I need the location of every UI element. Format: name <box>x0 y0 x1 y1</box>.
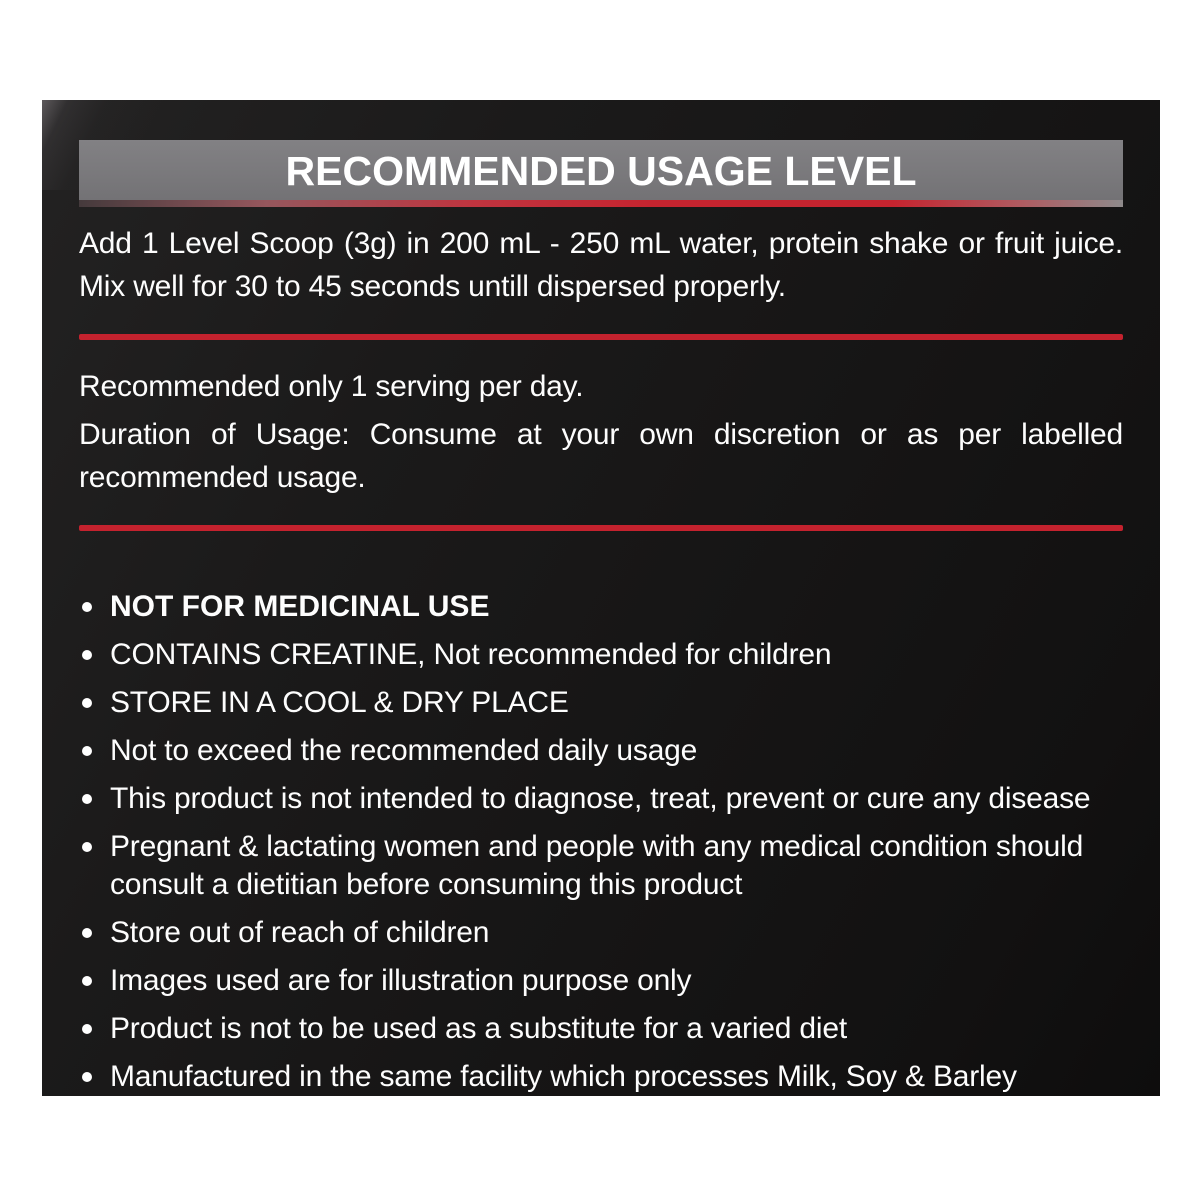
usage-label-panel <box>42 100 1160 1096</box>
warning-item-text: This product is not intended to diagnose, treat, prevent or cure any disease <box>110 782 1091 815</box>
warning-item-text: STORE IN A COOL & DRY PLACE <box>110 686 569 719</box>
bullet-dot-icon <box>82 746 92 756</box>
bullet-dot-icon <box>82 928 92 938</box>
warning-item-pregnant-lactating <box>79 828 1123 904</box>
bullet-dot-icon <box>82 602 92 612</box>
warning-item-not-diagnose <box>79 780 1123 818</box>
warning-item-store-cool-dry <box>79 684 1123 722</box>
bullet-dot-icon <box>82 794 92 804</box>
usage-header-title: RECOMMENDED USAGE LEVEL <box>285 148 917 194</box>
bullet-dot-icon <box>82 1024 92 1034</box>
warning-item-text: Store out of reach of children <box>110 916 490 949</box>
warning-item-text: Not to exceed the recommended daily usage <box>110 734 698 767</box>
warning-item-contains-creatine <box>79 636 1123 674</box>
usage-instructions-paragraph: Add 1 Level Scoop (3g) in 200 mL - 250 mL water, protein shake or fruit juice. Mix well for 30 to 45 seconds untill dispersed properly. <box>79 227 1123 303</box>
warning-item-text: Pregnant & lactating women and people with any medical condition should consult a dietitian before consuming this product <box>110 830 1084 901</box>
red-divider-line <box>79 334 1123 340</box>
warning-item-reach-of-children <box>79 914 1123 952</box>
serving-note: Recommended only 1 serving per day. <box>79 370 584 403</box>
warning-item-text: NOT FOR MEDICINAL USE <box>110 590 490 623</box>
bullet-dot-icon <box>82 650 92 660</box>
usage-header-bar <box>79 140 1123 200</box>
warning-item-not-for-medicinal-use <box>79 588 1123 626</box>
red-divider-line <box>79 525 1123 531</box>
warning-item-not-substitute <box>79 1010 1123 1048</box>
warning-item-text: Manufactured in the same facility which processes Milk, Soy & Barley <box>110 1060 1017 1093</box>
warning-list <box>79 588 1123 1096</box>
bullet-dot-icon <box>82 1072 92 1082</box>
warning-item-text: Images used are for illustration purpose only <box>110 964 692 997</box>
bullet-dot-icon <box>82 698 92 708</box>
warning-item-illustration-images <box>79 962 1123 1000</box>
bullet-dot-icon <box>82 976 92 986</box>
warning-item-text: Product is not to be used as a substitute for a varied diet <box>110 1012 847 1045</box>
warning-item-daily-usage <box>79 732 1123 770</box>
warning-item-text: CONTAINS CREATINE, Not recommended for children <box>110 638 832 671</box>
duration-note: Duration of Usage: Consume at your own discretion or as per labelled recommended usage. <box>79 418 1123 494</box>
bullet-dot-icon <box>82 842 92 852</box>
warning-item-facility-allergens <box>79 1058 1123 1096</box>
